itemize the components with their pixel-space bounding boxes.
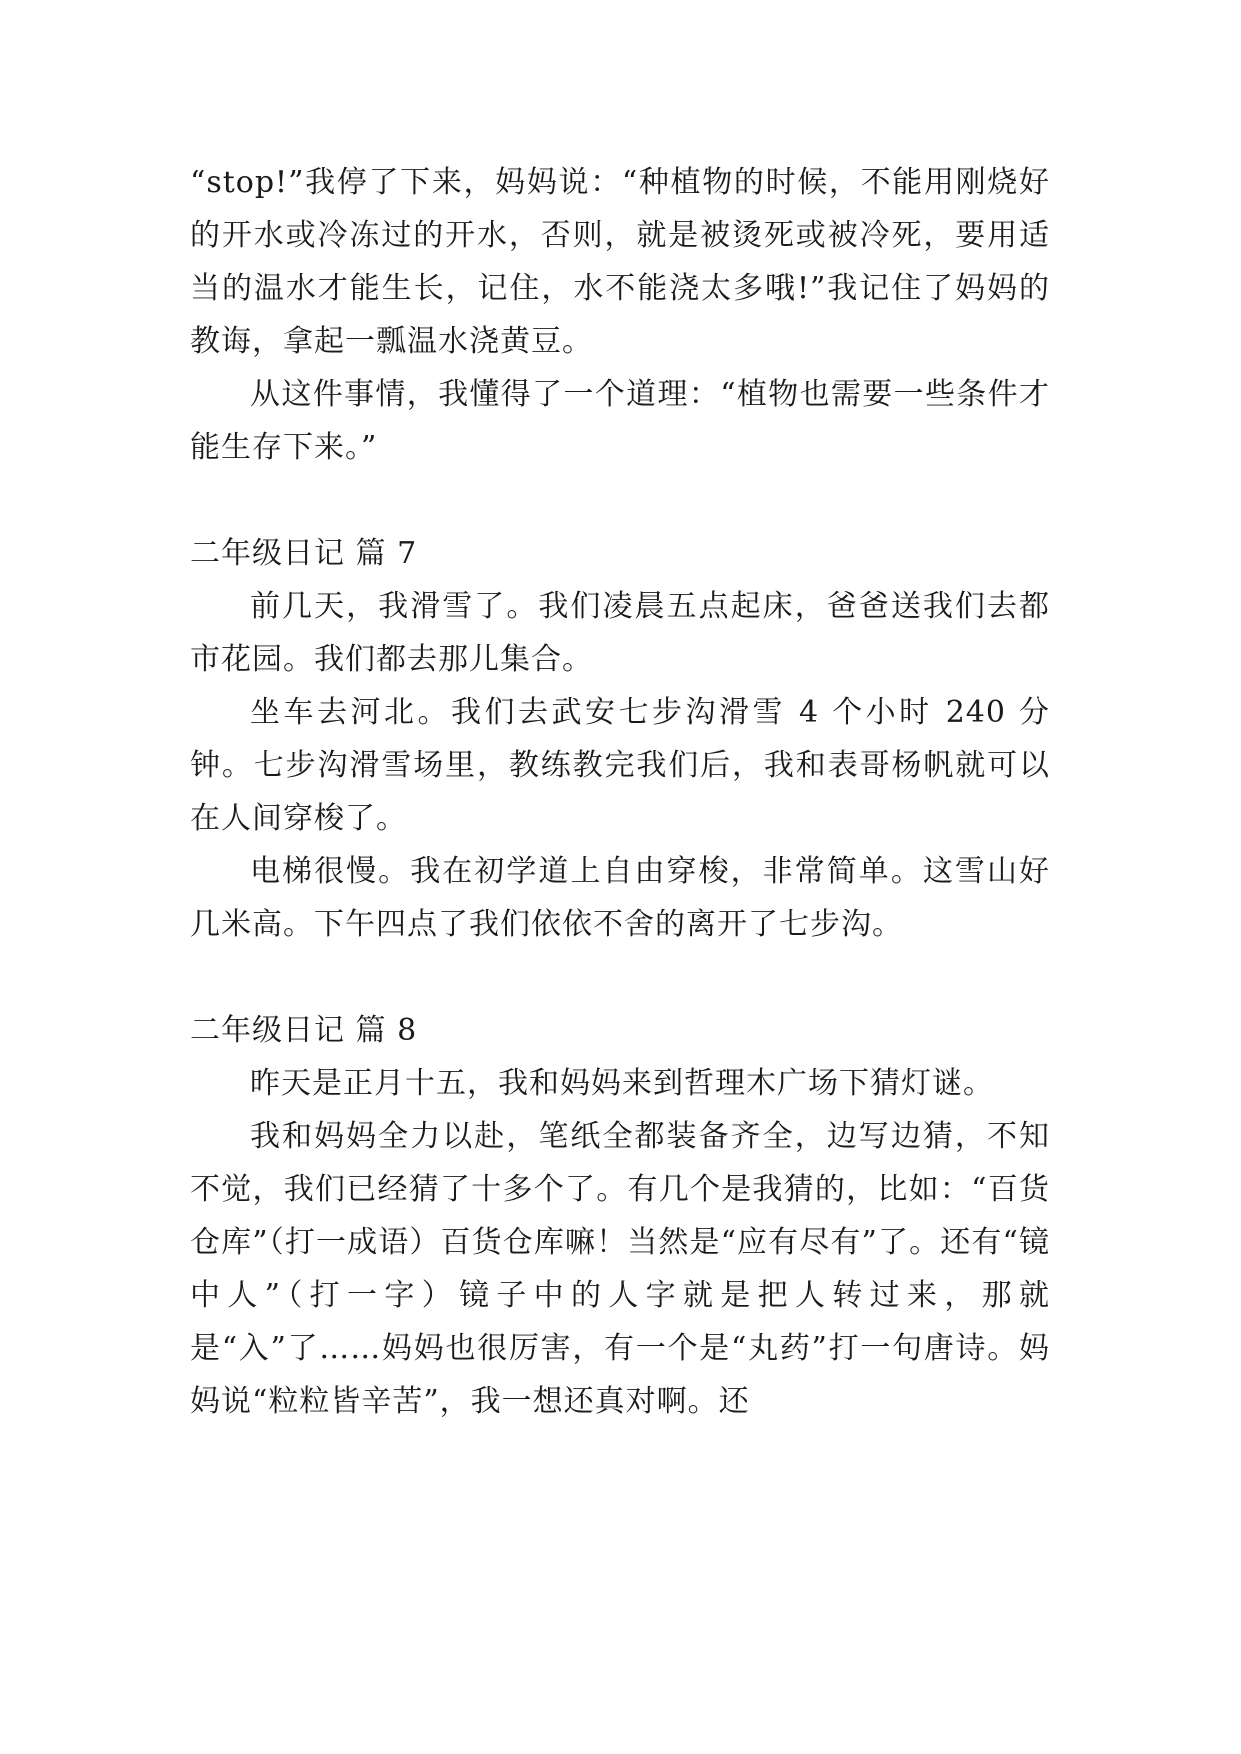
section-heading: 二年级日记 篇 7 xyxy=(190,536,418,571)
paragraph: 从这件事情，我懂得了一个道理：“植物也需要一些条件才能生存下来。” xyxy=(190,377,1050,465)
section-heading: 二年级日记 篇 8 xyxy=(190,1013,418,1048)
document-body xyxy=(190,156,1050,1428)
paragraph: 前几天，我滑雪了。我们凌晨五点起床，爸爸送我们去都市花园。我们都去那儿集合。 xyxy=(190,589,1050,677)
section-gap xyxy=(190,951,1050,1004)
section-gap xyxy=(190,474,1050,527)
paragraph: 我和妈妈全力以赴，笔纸全都装备齐全，边写边猜，不知不觉，我们已经猜了十多个了。有几个是我猜的，比如：“百货仓库”（打一成语）百货仓库嘛！当然是“应有尽有”了。还有“镜中人”（打一字）镜子中的人字就是把人转过来，那就是“入”了……妈妈也很厉害，有一个是“丸药”打一句唐诗。妈妈说“粒粒皆辛苦”，我一想还真对啊。还 xyxy=(190,1119,1050,1419)
paragraph: 昨天是正月十五，我和妈妈来到哲理木广场下猜灯谜。 xyxy=(250,1066,994,1101)
paragraph: 电梯很慢。我在初学道上自由穿梭，非常简单。这雪山好几米高。下午四点了我们依依不舍的离开了七步沟。 xyxy=(190,854,1050,942)
paragraph: “stop!”我停了下来，妈妈说：“种植物的时候，不能用刚烧好的开水或冷冻过的开水，否则，就是被烫死或被冷死，要用适当的温水才能生长，记住，水不能浇太多哦!”我记住了妈妈的教诲，拿起一瓢温水浇黄豆。 xyxy=(190,165,1050,359)
paragraph: 坐车去河北。我们去武安七步沟滑雪 4 个小时 240 分钟。七步沟滑雪场里，教练教完我们后，我和表哥杨帆就可以在人间穿梭了。 xyxy=(190,695,1050,836)
